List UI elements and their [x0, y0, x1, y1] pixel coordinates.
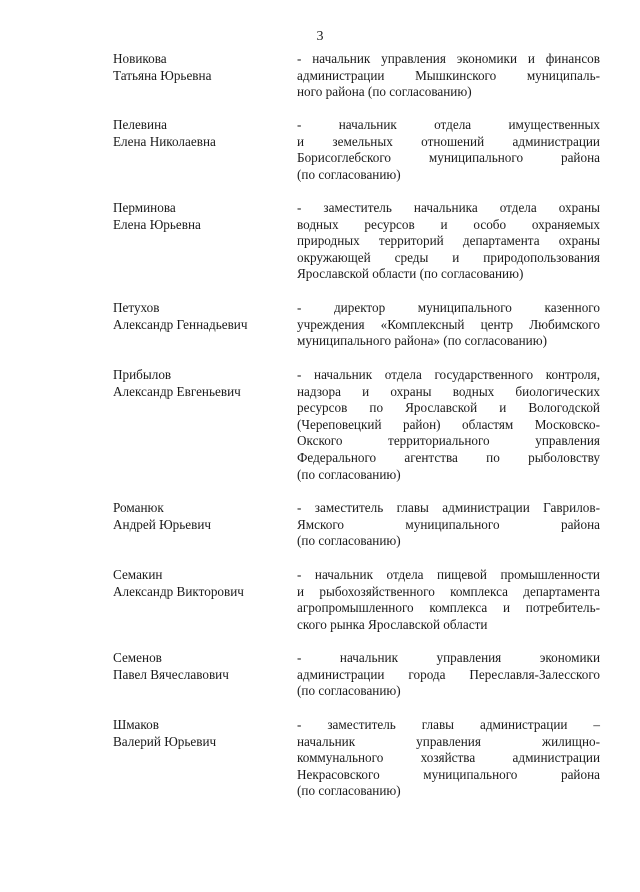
role-line: (по согласованию) [297, 683, 401, 699]
role-line: начальник управления жилищно- [297, 733, 600, 749]
member-name [113, 300, 288, 333]
role-line: (Череповецкий район) областям Московско- [297, 416, 600, 432]
member-role [297, 717, 600, 800]
member-name [113, 51, 288, 84]
role-line: - начальник отдела государственного контроля, [297, 367, 600, 382]
member-role [297, 51, 600, 101]
member-surname: Семакин [113, 567, 163, 582]
role-line: Борисоглебского муниципального района [297, 150, 600, 166]
page-number: 3 [316, 29, 324, 44]
role-line: ского рынка Ярославской области [297, 616, 488, 632]
member-role [297, 200, 600, 283]
member-given-names: Павел Вячеславович [113, 666, 229, 682]
member-given-names: Александр Геннадьевич [113, 316, 248, 332]
role-line: - заместитель начальника отдела охраны [297, 200, 600, 215]
member-name [113, 200, 288, 233]
role-line: (по согласованию) [297, 783, 401, 799]
role-line: Некрасовского муниципального района [297, 766, 600, 782]
member-role [297, 367, 600, 483]
role-line: Ямского муниципального района [297, 516, 600, 532]
role-line: агропромышленного комплекса и потребитель- [297, 600, 600, 616]
role-line: - начальник отдела имущественных [297, 117, 600, 132]
role-line: - начальник отдела пищевой промышленности [297, 567, 600, 582]
member-surname: Перминова [113, 200, 176, 215]
member-given-names: Валерий Юрьевич [113, 733, 217, 749]
role-line: (по согласованию) [297, 533, 401, 549]
role-line: - заместитель главы администрации Гаврилов- [297, 500, 600, 515]
member-name [113, 567, 288, 600]
role-line: ресурсов по Ярославской и Вологодской [297, 400, 600, 416]
member-role [297, 117, 600, 183]
member-surname: Семенов [113, 650, 162, 665]
role-line: - начальник управления экономики и финансов [297, 51, 600, 66]
role-line: окружающей среды и природопользования [297, 249, 600, 265]
member-role [297, 500, 600, 550]
member-surname: Новикова [113, 51, 167, 66]
member-given-names: Александр Евгеньевич [113, 383, 241, 399]
member-name [113, 367, 288, 400]
member-surname: Петухов [113, 300, 160, 315]
role-line: Федерального агентства по рыболовству [297, 449, 600, 465]
member-name [113, 717, 288, 750]
role-line: и рыбохозяйственного комплекса департамента [297, 583, 600, 599]
role-line: - заместитель главы администрации – [297, 717, 600, 732]
member-name [113, 117, 288, 150]
member-given-names: Андрей Юрьевич [113, 516, 212, 532]
member-surname: Шмаков [113, 717, 159, 732]
role-line: (по согласованию) [297, 166, 401, 182]
member-role [297, 650, 600, 700]
member-name [113, 500, 288, 533]
role-line: Ярославской области (по согласованию) [297, 266, 524, 282]
role-line: водных ресурсов и особо охраняемых [297, 216, 600, 232]
role-line: - начальник управления экономики [297, 650, 600, 665]
member-given-names: Елена Николаевна [113, 133, 216, 149]
member-role [297, 567, 600, 633]
role-line: коммунального хозяйства администрации [297, 750, 600, 766]
member-given-names: Елена Юрьевна [113, 216, 201, 232]
role-line: (по согласованию) [297, 466, 401, 482]
role-line: администрации Мышкинского муниципаль- [297, 67, 600, 83]
member-name [113, 650, 288, 683]
role-line: муниципального района» (по согласованию) [297, 333, 547, 349]
member-surname: Пелевина [113, 117, 168, 132]
role-line: Окского территориального управления [297, 433, 600, 449]
member-surname: Романюк [113, 500, 164, 515]
member-role [297, 300, 600, 350]
role-line: надзора и охраны водных биологических [297, 383, 600, 399]
role-line: учреждения «Комплексный центр Любимского [297, 316, 600, 332]
role-line: природных территорий департамента охраны [297, 233, 600, 249]
role-line: администрации города Переславля-Залесского [297, 666, 600, 682]
member-given-names: Татьяна Юрьевна [113, 67, 212, 83]
member-given-names: Александр Викторович [113, 583, 244, 599]
member-surname: Прибылов [113, 367, 172, 382]
role-line: и земельных отношений администрации [297, 133, 600, 149]
role-line: - директор муниципального казенного [297, 300, 600, 315]
role-line: ного района (по согласованию) [297, 84, 472, 100]
